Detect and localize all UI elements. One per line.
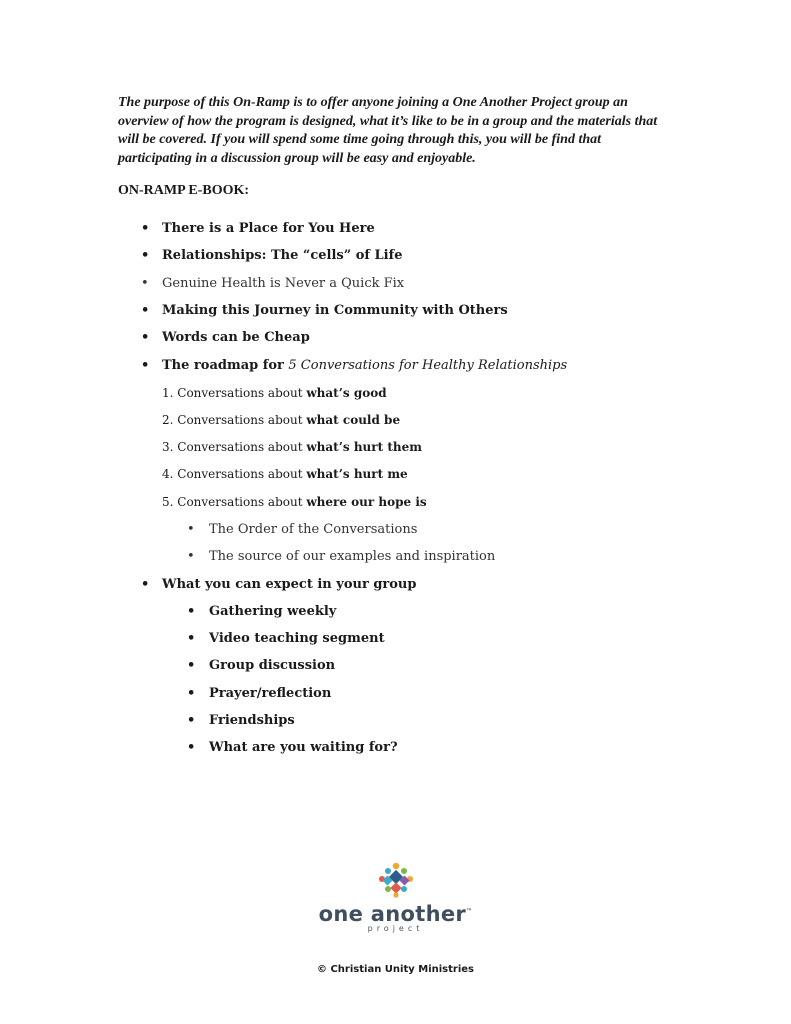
list-item: • Gathering weekly bbox=[187, 604, 337, 619]
logo-name: one another™ bbox=[318, 902, 473, 926]
list-item: • Genuine Health is Never a Quick Fix bbox=[141, 276, 405, 291]
list-item: • Video teaching segment bbox=[187, 631, 385, 646]
conversation-item: 1. Conversations about what’s good bbox=[162, 386, 387, 400]
conversation-item: 3. Conversations about what’s hurt them bbox=[162, 440, 422, 454]
expect-item: • What you can expect in your group bbox=[141, 577, 417, 592]
list-item: • The Order of the Conversations bbox=[187, 522, 418, 537]
list-item: • Making this Journey in Community with Others bbox=[141, 303, 508, 318]
list-item: • The source of our examples and inspiration bbox=[187, 549, 496, 564]
logo bbox=[0, 862, 791, 933]
list-item: • There is a Place for You Here bbox=[141, 221, 375, 236]
conversation-item: 5. Conversations about where our hope is bbox=[162, 495, 427, 509]
intro-paragraph: The purpose of this On-Ramp is to offer anyone joining a One Another Project group an overview of how the program is designed, what it’s like to be in a group and the materials that will be covered. If you will spend some time going through this, you will be find that participating in a discussion group will be easy and enjoyable. bbox=[118, 95, 658, 166]
logo-subtitle: project bbox=[367, 924, 424, 933]
roadmap-item: • The roadmap for 5 Conversations for Healthy Relationships bbox=[141, 358, 568, 373]
section-title: ON-RAMP E-BOOK: bbox=[118, 183, 250, 198]
list-item: • Prayer/reflection bbox=[187, 686, 332, 701]
list-item: • Friendships bbox=[187, 713, 295, 728]
logo-mark-icon bbox=[376, 862, 416, 898]
list-item: • Relationships: The “cells” of Life bbox=[141, 248, 403, 263]
copyright-footer: © Christian Unity Ministries bbox=[316, 964, 474, 975]
conversation-item: 4. Conversations about what’s hurt me bbox=[162, 467, 408, 481]
list-item: • What are you waiting for? bbox=[187, 740, 398, 755]
list-item: • Group discussion bbox=[187, 658, 336, 673]
conversation-item: 2. Conversations about what could be bbox=[162, 413, 401, 427]
list-item: • Words can be Cheap bbox=[141, 330, 310, 345]
